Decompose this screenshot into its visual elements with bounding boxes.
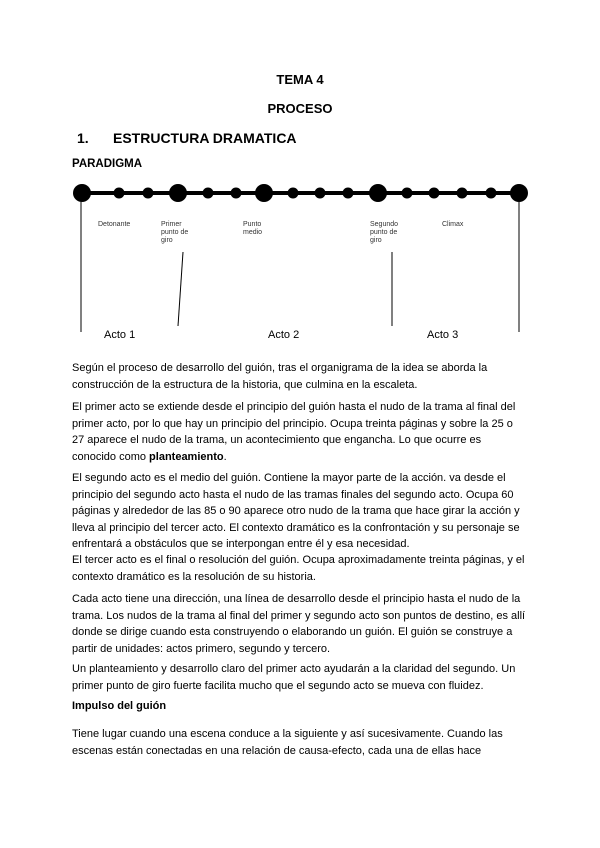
timeline-node-large — [510, 184, 528, 202]
timeline-node-large — [369, 184, 387, 202]
timeline-node — [114, 188, 125, 199]
label-acto-3: Acto 3 — [427, 329, 459, 341]
timeline-node — [288, 188, 299, 199]
label-acto-1: Acto 1 — [104, 329, 136, 341]
timeline-node-large — [255, 184, 273, 202]
timeline-node — [315, 188, 326, 199]
label-detonante: Detonante — [98, 221, 131, 228]
timeline-node — [402, 188, 413, 199]
paragraph-2-end: . — [223, 450, 227, 463]
section-heading — [72, 130, 297, 146]
timeline-node-large — [169, 184, 187, 202]
planteamiento-bold: planteamiento — [149, 450, 224, 463]
paragraph-7: Tiene lugar cuando una escena conduce a la siguiente y así sucesivamente. Cuando las escenas están conectadas en una relación de causa-efecto, cada una de ellas hace — [72, 728, 503, 757]
section-number: 1. — [77, 130, 89, 146]
paradigm-diagram — [60, 180, 540, 350]
timeline-node — [429, 188, 440, 199]
paragraph-3: El segundo acto es el medio del guión. Contiene la mayor parte de la acción. va desde el principio del segundo acto hasta el nudo de las tramas finales del segundo acto. Ocupa 60 páginas y alrededor de las 85 o 90 aparece otro nudo de la trama que hace girar la acción y lleva al principio del tercer acto. El contexto dramático es la confrontación y su personaje se enfrentará a obstáculos que se interpongan entre él y esa necesidad. — [72, 472, 520, 550]
label-climax: Climax — [442, 221, 464, 228]
label-primer-punto: Primer punto de giro — [161, 221, 189, 244]
timeline-node — [343, 188, 354, 199]
timeline-node — [457, 188, 468, 199]
paradigma-heading: PARADIGMA — [72, 158, 143, 170]
paragraph-2-text: El primer acto se extiende desde el principio del guión hasta el nudo de la trama al final del primer acto, por lo que hay un principio del principio. Ocupa treinta páginas y sobre la 25 o 27 aparece el nudo de la trama, un acontecimiento que engancha. Lo que ocurre es conocido como — [72, 401, 516, 463]
tema-title: TEMA 4 — [276, 72, 324, 87]
proceso-title: PROCESO — [267, 101, 333, 116]
label-segundo-punto: Segundo punto de giro — [370, 221, 399, 244]
label-acto-2: Acto 2 — [268, 329, 300, 341]
timeline-graphic — [60, 180, 540, 350]
section-title: ESTRUCTURA DRAMATICA — [113, 130, 297, 146]
label-punto-medio: Punto medio — [243, 221, 263, 236]
timeline-node — [486, 188, 497, 199]
timeline-node-large — [73, 184, 91, 202]
paragraph-2 — [72, 399, 528, 465]
timeline-node — [143, 188, 154, 199]
paragraph-5: Cada acto tiene una dirección, una línea de desarrollo desde el principio hasta el nudo de la trama. Los nudos de la trama al final del primer y segundo acto son puntos de destino, es allí donde se dirige cuando esta construyendo o elaborando un guión. El guión se construye a partir de unidades: actos primero, segundo y tercero. — [72, 593, 526, 655]
impulso-heading: Impulso del guión — [72, 700, 167, 712]
timeline-node — [231, 188, 242, 199]
paragraph-4: El tercer acto es el final o resolución del guión. Ocupa aproximadamente treinta páginas, y el contexto dramático es la resolución de su historia. — [72, 554, 525, 583]
act-divider-1 — [178, 252, 183, 326]
paragraph-1: Según el proceso de desarrollo del guión, tras el organigrama de la idea se aborda la construcción de la estructura de la historia, que culmina en la escaleta. — [72, 362, 488, 391]
timeline-node — [203, 188, 214, 199]
paragraph-6: Un planteamiento y desarrollo claro del primer acto ayudarán a la claridad del segundo. Un primer punto de giro fuerte facilita mucho que el segundo acto se mueva con fluidez. — [72, 663, 516, 692]
